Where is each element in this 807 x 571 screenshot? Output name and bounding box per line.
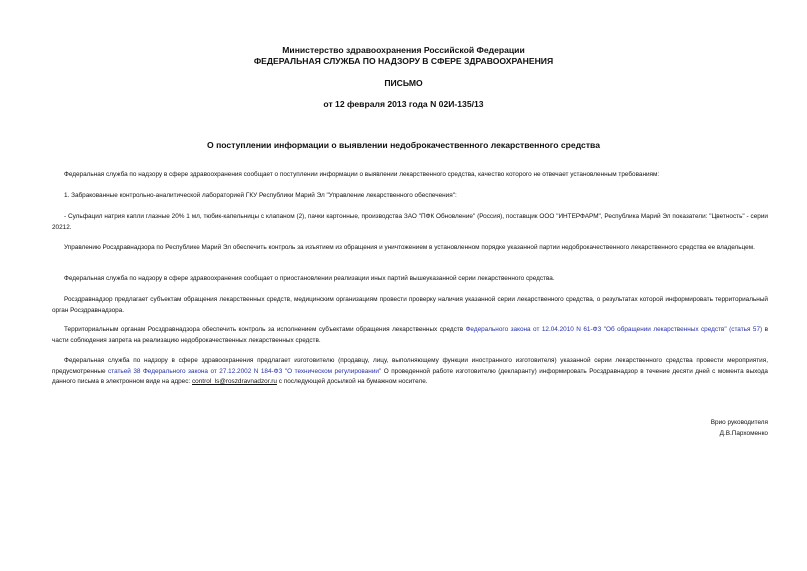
paragraph-4: Управлению Росздравнадзора по Республике Марий Эл обеспечить контроль за изъятием из обращения и уничтожением в установленном порядке указанной партии недоброкачественного лекарственного средства ее владельцем.: [64, 244, 755, 251]
paragraph-6: Росздравнадзор предлагает субъектам обращения лекарственных средств, медицинским организациям провести проверку наличия указанной серии лекарственного средства, о результатах которой информировать территориальный орган Росздравнадзора.: [52, 296, 768, 314]
paragraph-7-text-c: в части соблюдения запрета на реализацию недоброкачественных лекарственных средств.: [52, 326, 768, 344]
paragraph-8-text-b: О проведенной работе изготовителю (декларанту) информировать Росздравнадзор в течение десяти дней с момента выхода данного письма в электронном виде на адрес:: [52, 367, 768, 385]
document-type: ПИСЬМО: [384, 78, 423, 88]
paragraph-7-text-a: Территориальным органам Росздравнадзора обеспечить контроль за исполнением субъектами обращения лекарственных средств: [64, 326, 466, 333]
paragraph-1: Федеральная служба по надзору в сфере здравоохранения сообщает о поступлении информации о выявлении лекарственного средства, качество которого не отвечает установленным требованиям:: [64, 171, 660, 178]
ministry-heading: Министерство здравоохранения Российской Федерации: [282, 45, 525, 55]
email-link[interactable]: control_ls@roszdravnadzor.ru: [191, 378, 277, 385]
article-38-link[interactable]: статьей 38 Федерального закона от 27.12.2002 N 184-ФЗ "О техническом регулировании": [108, 367, 382, 375]
paragraph-8-text-c: с последующей досылкой на бумажном носителе.: [276, 378, 428, 385]
paragraph-8: [52, 356, 768, 388]
paragraph-7: [52, 325, 768, 346]
federal-law-61-link[interactable]: Федерального закона от 12.04.2010 N 61-ФЗ "Об обращении лекарственных средств": [465, 326, 727, 333]
service-heading: ФЕДЕРАЛЬНАЯ СЛУЖБА ПО НАДЗОРУ В СФЕРЕ ЗДРАВООХРАНЕНИЯ: [253, 56, 554, 66]
paragraph-8-text-a: Федеральная служба по надзору в сфере здравоохранения предлагает изготовителю (продавцу, лицу, выполняющему функции иностранного изготовителя) указанной серии лекарственного средства провести мероприятия, предусмотренные: [52, 357, 768, 375]
document-date-number: от 12 февраля 2013 года N 02И-135/13: [323, 99, 484, 109]
document-subject: О поступлении информации о выявлении недоброкачественного лекарственного средства: [207, 140, 600, 150]
signature-position: Врио руководителя: [710, 419, 768, 426]
article-57-link[interactable]: (статья 57): [729, 326, 763, 333]
signature-name: Д.В.Пархоменко: [719, 430, 768, 437]
paragraph-2: 1. Забракованные контрольно-аналитической лабораторией ГКУ Республики Марий Эл "Управление лекарственного обеспечения":: [64, 192, 457, 199]
paragraph-5: Федеральная служба по надзору в сфере здравоохранения сообщает о приостановлении реализации иных партий вышеуказанной серии лекарственного средства.: [64, 275, 555, 282]
paragraph-3: - Сульфацил натрия капли глазные 20% 1 мл, тюбик-капельницы с клапаном (2), пачки картонные, производства ЗАО "ПФК Обновление" (Россия), поставщик ООО "ИНТЕРФАРМ", Республика Марий Эл показатели: "Цветность" - серии 20212.: [52, 213, 768, 231]
